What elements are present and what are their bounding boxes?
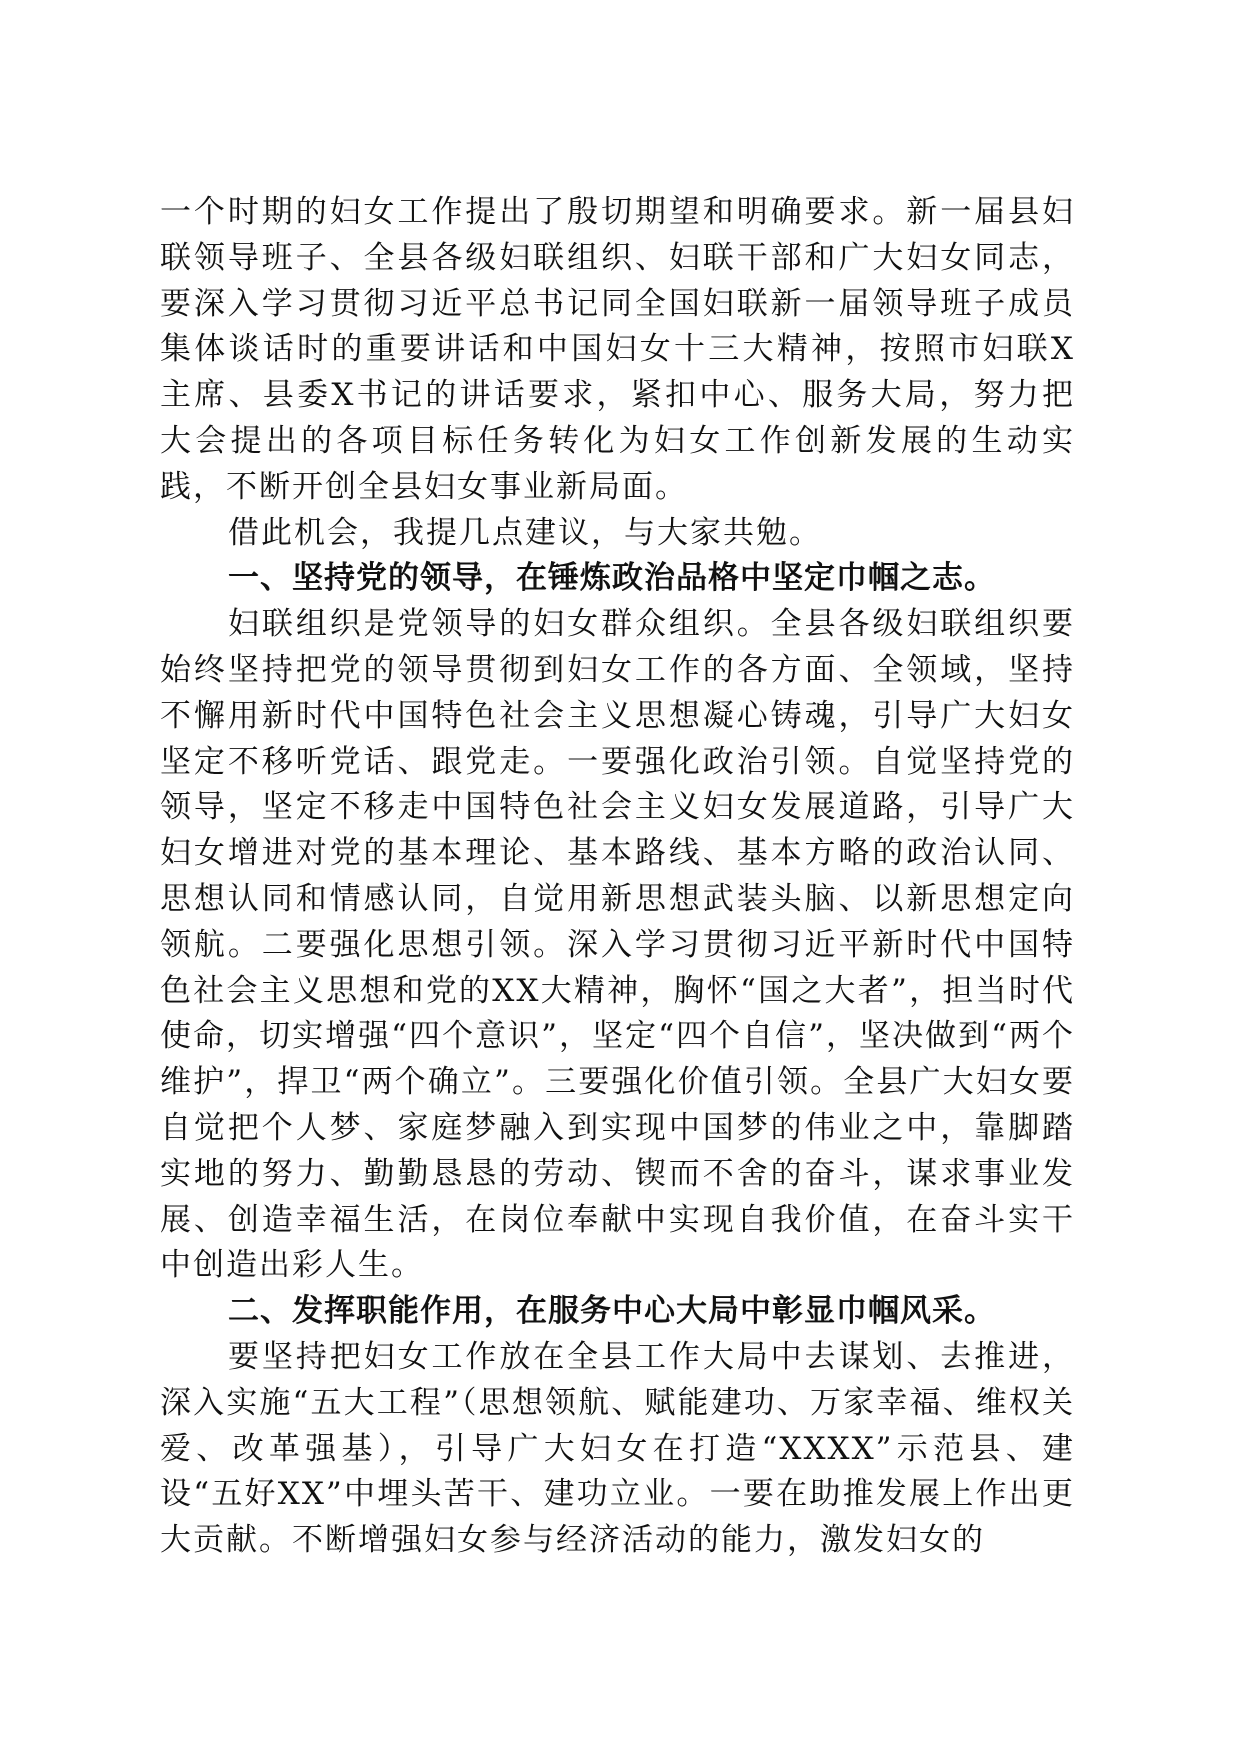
- paragraph-continuation: 一个时期的妇女工作提出了殷切期望和明确要求。新一届县妇联领导班子、全县各级妇联组织、妇联干部和广大妇女同志，要深入学习贯彻习近平总书记同全国妇联新一届领导班子成员集体谈话时的重要讲话和中国妇女十三大精神，按照市妇联X主席、县委X书记的讲话要求，紧扣中心、服务大局，努力把大会提出的各项目标任务转化为妇女工作创新发展的生动实践，不断开创全县妇女事业新局面。: [160, 194, 1075, 505]
- section-heading-2: 二、发挥职能作用，在服务中心大局中彰显巾帼风采。: [228, 1293, 996, 1330]
- section-heading-1: 一、坚持党的领导，在锤炼政治品格中坚定巾帼之志。: [228, 560, 996, 597]
- paragraph-suggestion-intro: 借此机会，我提几点建议，与大家共勉。: [228, 514, 822, 551]
- paragraph-party-leadership: 妇联组织是党领导的妇女群众组织。全县各级妇联组织要始终坚持把党的领导贯彻到妇女工作的各方面、全领域，坚持不懈用新时代中国特色社会主义思想凝心铸魂，引导广大妇女坚定不移听党话、跟党走。一要强化政治引领。自觉坚持党的领导，坚定不移走中国特色社会主义妇女发展道路，引导广大妇女增进对党的基本理论、基本路线、基本方略的政治认同、思想认同和情感认同，自觉用新思想武装头脑、以新思想定向领航。二要强化思想引领。深入学习贯彻习近平新时代中国特色社会主义思想和党的XX大精神，胸怀“国之大者”，担当时代使命，切实增强“四个意识”，坚定“四个自信”，坚决做到“两个维护”，捍卫“两个确立”。三要强化价值引领。全县广大妇女要自觉把个人梦、家庭梦融入到实现中国梦的伟业之中，靠脚踏实地的努力、勤勤恳恳的劳动、锲而不舍的奋斗，谋求事业发展、创造幸福生活，在岗位奉献中实现自我价值，在奋斗实干中创造出彩人生。: [160, 606, 1075, 1284]
- document-body: [160, 190, 1075, 1564]
- paragraph-functional-role: 要坚持把妇女工作放在全县工作大局中去谋划、去推进，深入实施“五大工程”（思想领航、赋能建功、万家幸福、维权关爱、改革强基），引导广大妇女在打造“XXXX”示范县、建设“五好XX”中埋头苦干、建功立业。一要在助推发展上作出更大贡献。不断增强妇女参与经济活动的能力，激发妇女的: [160, 1338, 1075, 1559]
